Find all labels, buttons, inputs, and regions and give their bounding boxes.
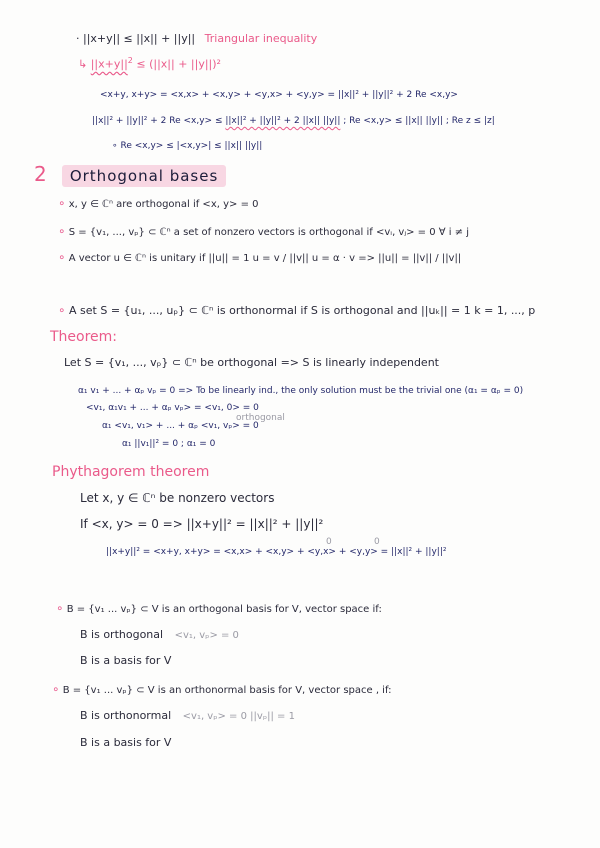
bound-right: ; Re <x,y> ≤ ||x|| ||y|| ; Re z ≤ |z| [343,116,495,126]
arrow-icon: ↳ [78,57,88,71]
orthogonal-note: orthogonal [236,413,285,423]
re-bound-line: ∘ Re <x,y> ≤ |<x,y>| ≤ ||x|| ||y|| [112,141,263,151]
bound-left: ||x||² + ||y||² + 2 Re <x,y> ≤ [92,116,223,126]
bound-line [92,117,495,126]
expansion-line: <x+y, x+y> = <x,x> + <x,y> + <y,x> + <y,y> = ||x||² + ||y||² + 2 Re <x,y> [100,90,458,100]
theorem-proof-line-1: α₁ v₁ + ... + αₚ vₚ = 0 => To be linearly ind., the only solution must be the trivial one (α₁ = αₚ = 0) [78,386,524,396]
pythagorem-if: If <x, y> = 0 => ||x+y||² = ||x||² + ||y||² [80,517,324,531]
theorem-proof-line-3: α₁ <v₁, v₁> + ... + αₚ <v₁, vₚ> = 0 [102,421,259,431]
bullet-icon: ∘ [58,196,66,210]
orthonormal-basis-def-text: B = {v₁ ... vₚ} ⊂ V is an orthonormal basis for V, vector space , if: [62,685,392,696]
pythagorem-let: Let x, y ∈ ℂⁿ be nonzero vectors [80,491,275,505]
bullet-icon: ∘ [58,303,66,317]
orthonormal-basis-cond-1 [80,710,295,722]
triangle-inequality-label: Triangular inequality [204,32,318,45]
bullet-icon: ∘ [52,682,60,696]
def-orthonormal-set-text: A set S = {u₁, ..., uₚ} ⊂ ℂⁿ is orthonormal if S is orthogonal and ||uₖ|| = 1 k = 1, ..., p [69,304,536,317]
zero-mark-2: 0 [374,537,380,547]
orthogonal-basis-cond-1-note: <v₁, vₚ> = 0 [174,630,239,641]
def-unitary-text: A vector u ∈ ℂⁿ is unitary if ||u|| = 1 u = v / ||v|| u = α · v => ||u|| = ||v|| / ||v|| [68,253,462,264]
triangle-inequality [76,33,317,44]
orthonormal-basis-cond-1-text: B is orthonormal [80,709,172,722]
orthogonal-basis-cond-2: B is a basis for V [80,654,172,667]
bullet-icon: ∘ [58,224,66,238]
orthogonal-basis-def-text: B = {v₁ ... vₚ} ⊂ V is an orthogonal basis for V, vector space if: [66,604,382,615]
def-unitary [58,251,461,264]
squared-rhs: ≤ (||x|| + ||y||)² [136,57,221,71]
orthonormal-basis-cond-1-note: <v₁, vₚ> = 0 ||vₚ|| = 1 [182,711,295,722]
theorem-label: Theorem: [50,329,118,345]
bullet-icon: ∘ [56,601,64,615]
section-number: 2 [34,162,47,186]
squared-inequality: ↳ $||x+y||^2 \le (||x|| + ||y||)^2$ [78,56,221,71]
squared-lhs: ||x+y|| [90,57,128,71]
def-orthogonal-set [58,225,469,238]
section-title: Orthogonal bases [62,165,226,187]
def-orthogonal-set-text: S = {v₁, ..., vₚ} ⊂ ℂⁿ a set of nonzero vectors is orthogonal if <vᵢ, vⱼ> = 0 ∀ i ≠ j [68,227,470,238]
def-orthogonal-pair [58,197,258,210]
bullet-icon: ∘ [58,250,66,264]
theorem-statement: Let S = {v₁, ..., vₚ} ⊂ ℂⁿ be orthogonal => S is linearly independent [64,356,439,369]
theorem-proof-line-2: <v₁, α₁v₁ + ... + αₚ vₚ> = <v₁, 0> = 0 [86,403,259,413]
orthogonal-basis-cond-1-text: B is orthogonal [80,628,164,641]
orthonormal-basis-cond-2: B is a basis for V [80,736,172,749]
pythagorem-proof: ||x+y||² = <x+y, x+y> = <x,x> + <x,y> + <y,x> + <y,y> = ||x||² + ||y||² [106,547,447,557]
section-heading [34,164,226,184]
zero-mark-1: 0 [326,537,332,547]
orthogonal-basis-def [56,602,382,615]
orthonormal-basis-def [52,683,392,696]
def-orthogonal-pair-text: x, y ∈ ℂⁿ are orthogonal if <x, y> = 0 [68,199,259,210]
triangle-inequality-formula: · ||x+y|| ≤ ||x|| + ||y|| [76,32,196,45]
pythagorem-label: Phythagorem theorem [52,464,210,480]
theorem-proof-line-4: α₁ ||v₁||² = 0 ; α₁ = 0 [122,439,216,449]
def-orthonormal-set [58,304,535,316]
orthogonal-basis-cond-1 [80,629,239,641]
bound-wavy: ||x||² + ||y||² + 2 ||x|| ||y|| [225,116,341,126]
